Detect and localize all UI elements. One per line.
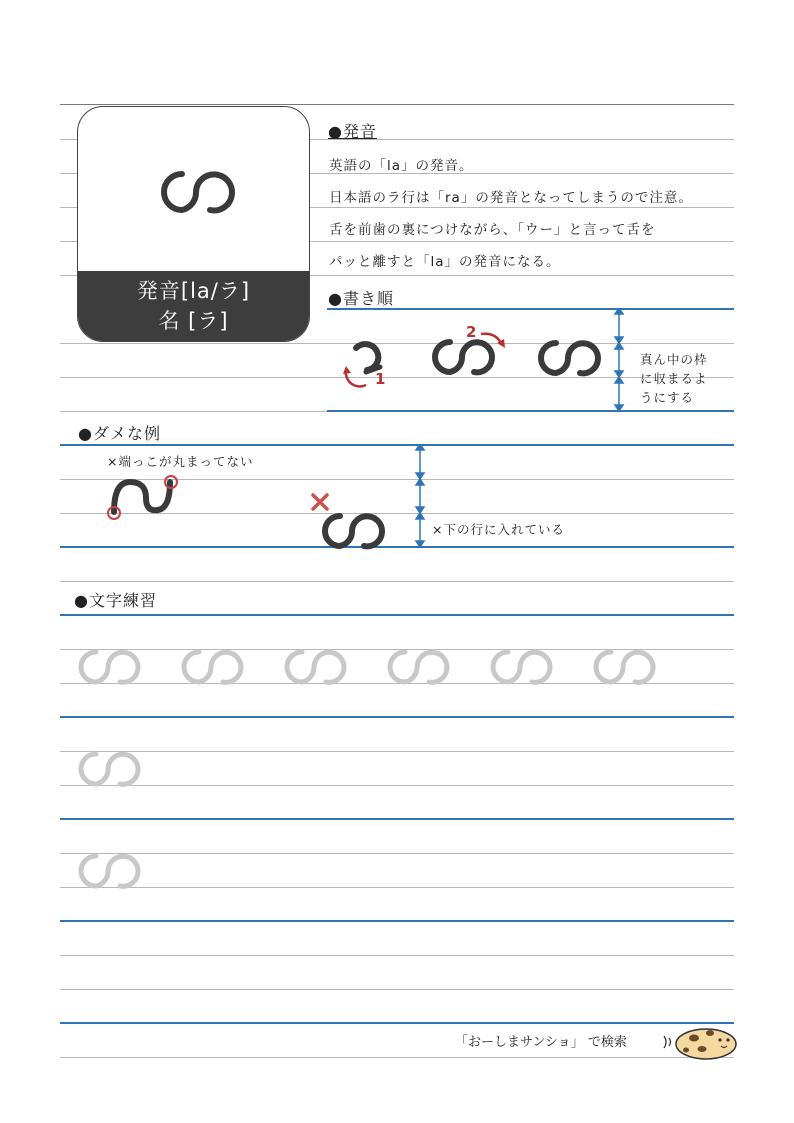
rule bbox=[60, 1057, 734, 1058]
bad-example1-glyph bbox=[100, 470, 190, 526]
bad-examples-heading: ●ダメな例 bbox=[78, 424, 161, 443]
caption-name: 名 [ラ] bbox=[158, 309, 229, 333]
bad-example1-label: ×端っこが丸まってない bbox=[107, 454, 254, 469]
pronunciation-line: パッと離すと「la」の発音になる。 bbox=[329, 254, 561, 270]
rule-top bbox=[60, 104, 734, 105]
rule bbox=[60, 989, 734, 990]
rule bbox=[60, 785, 734, 786]
bad-example2-label: ×下の行に入れている bbox=[432, 522, 565, 537]
range-arrows-icon bbox=[612, 308, 626, 412]
stroke-note-line: 真ん中の枠 bbox=[640, 352, 708, 367]
letter-card bbox=[77, 106, 310, 342]
rule-blue bbox=[60, 546, 734, 548]
practice-trace-glyph bbox=[385, 646, 455, 690]
salamander-mascot-icon bbox=[660, 1016, 740, 1062]
rule-blue bbox=[60, 920, 734, 922]
stroke-order-heading: ●書き順 bbox=[328, 289, 394, 308]
practice-heading: ●文字練習 bbox=[74, 591, 157, 610]
rule-blue bbox=[60, 614, 734, 616]
stroke-step1-number: 1 bbox=[375, 370, 386, 388]
rule-blue bbox=[60, 716, 734, 718]
footer-search-text: 「おーしまサンショ」 で検索 bbox=[455, 1035, 627, 1050]
rule bbox=[60, 581, 734, 582]
letter-glyph bbox=[156, 169, 236, 215]
practice-trace-glyph bbox=[76, 748, 146, 792]
rule bbox=[60, 751, 734, 752]
rule bbox=[60, 411, 327, 412]
bad-example2-glyph bbox=[320, 510, 390, 554]
rule-blue bbox=[60, 444, 734, 446]
practice-trace-glyph bbox=[591, 646, 661, 690]
caption-pronunciation: 発音[la/ラ] bbox=[136, 279, 251, 303]
stroke-step1-glyph bbox=[340, 336, 400, 392]
stroke-step2-arrow-icon bbox=[479, 328, 509, 350]
practice-trace-glyph bbox=[282, 646, 352, 690]
rule bbox=[60, 955, 734, 956]
stroke-note-line: に収まるよ bbox=[640, 371, 708, 386]
practice-trace-glyph bbox=[488, 646, 558, 690]
practice-trace-glyph bbox=[179, 646, 249, 690]
stroke-step3-glyph bbox=[536, 337, 606, 381]
rule-blue bbox=[60, 818, 734, 820]
rule bbox=[60, 887, 734, 888]
practice-trace-glyph bbox=[76, 850, 146, 894]
rule-blue bbox=[60, 1022, 734, 1024]
pronunciation-line: 舌を前歯の裏につけながら、「ウー」と言って舌を bbox=[329, 222, 656, 238]
pronunciation-line: 英語の「la」の発音。 bbox=[329, 158, 474, 174]
practice-trace-glyph bbox=[76, 646, 146, 690]
rule-blue bbox=[327, 410, 734, 412]
stroke-step2-number: 2 bbox=[466, 323, 477, 341]
pronunciation-heading: ●発音 bbox=[328, 122, 377, 141]
stroke-note-line: うにする bbox=[640, 390, 695, 405]
pronunciation-line: 日本語のラ行は「ra」の発音となってしまうので注意。 bbox=[329, 190, 693, 206]
bad-range-arrows-icon bbox=[413, 444, 427, 548]
rule bbox=[60, 853, 734, 854]
red-cross-icon bbox=[310, 492, 330, 512]
